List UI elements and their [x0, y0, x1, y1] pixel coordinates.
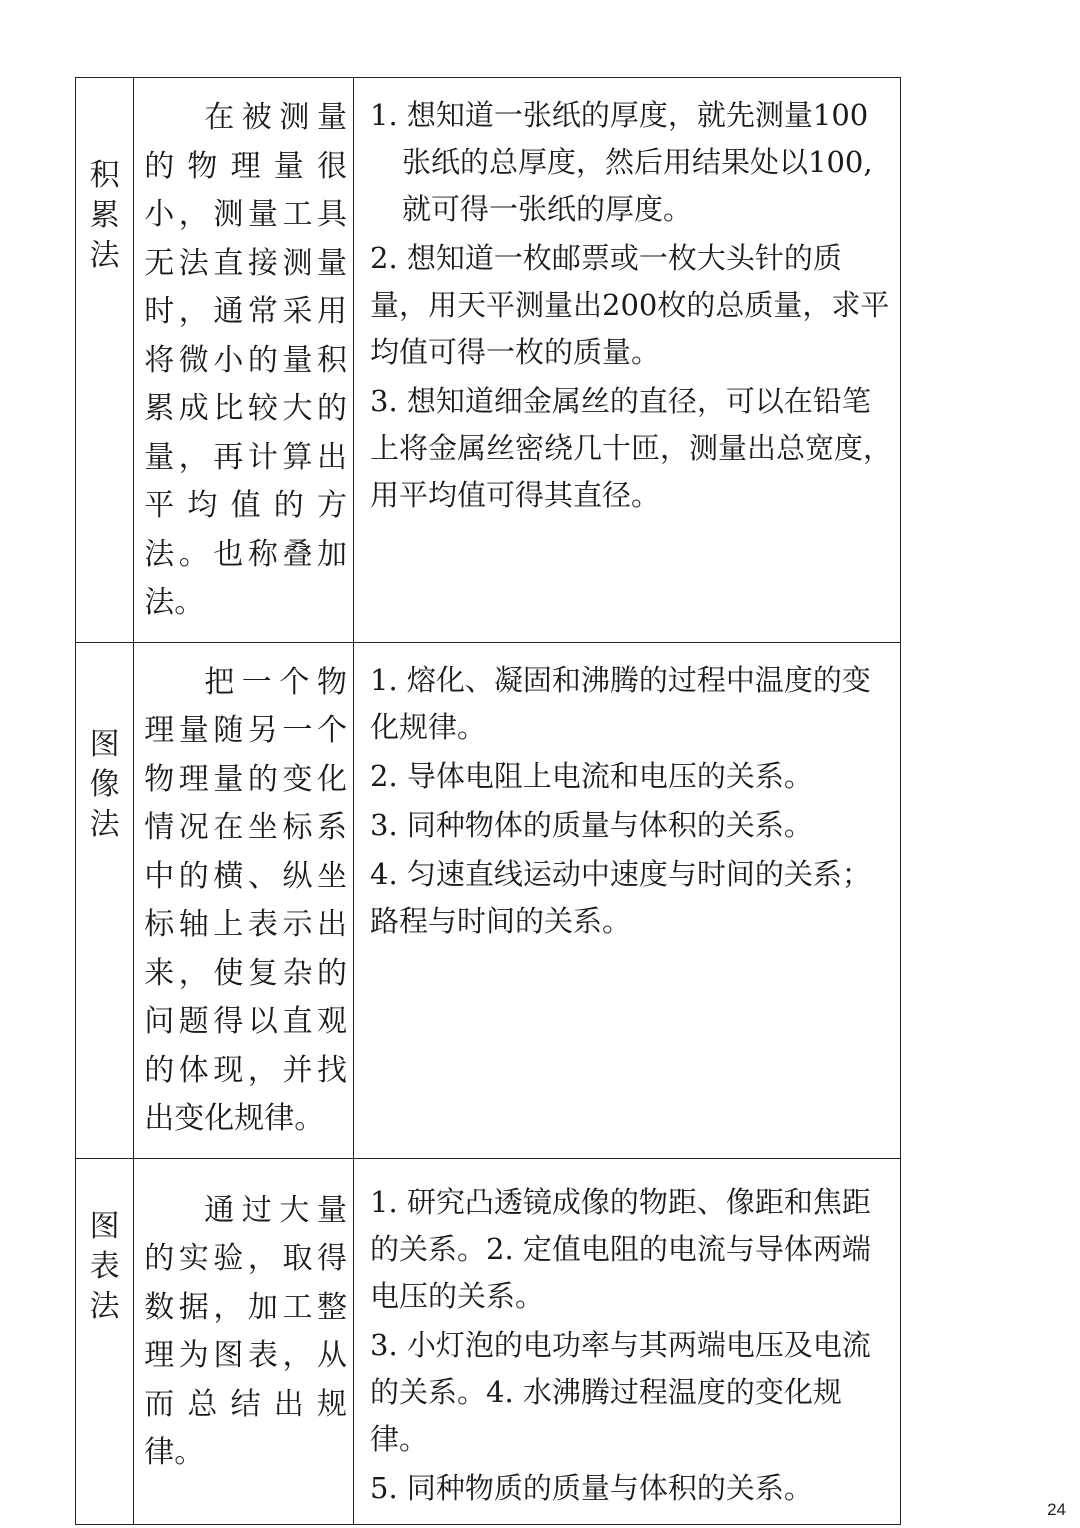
- examples-list: [354, 1159, 900, 1524]
- method-name-cell: [76, 1158, 134, 1524]
- example-item: 1. 熔化、凝固和沸腾的过程中温度的变化规律。: [370, 662, 871, 744]
- examples-list: [354, 643, 900, 957]
- example-item: 2. 想知道一枚邮票或一枚大头针的质量，用天平测量出200枚的总质量，求平均值可得一枚的质量。: [370, 241, 890, 369]
- methods-table: [75, 77, 901, 1525]
- method-description-cell: [134, 1158, 354, 1524]
- method-name: 图表法: [89, 1208, 120, 1324]
- page-number: 24: [1047, 1500, 1066, 1519]
- method-description: 把一个物理量随另一个物理量的变化情况在坐标系中的横、纵坐标轴上表示出来，使复杂的问题得以直观的体现，并找出变化规律。: [144, 664, 347, 1136]
- method-examples-cell: [354, 642, 901, 1158]
- method-description: 通过大量的实验，取得数据，加工整理为图表，从而总结出规律。: [144, 1192, 347, 1470]
- example-item: 5. 同种物质的质量与体积的关系。: [370, 1470, 813, 1505]
- example-item: 3. 同种物体的质量与体积的关系。: [370, 807, 813, 842]
- method-examples-cell: [354, 1158, 901, 1524]
- example-item: 2. 导体电阻上电流和电压的关系。: [370, 758, 813, 793]
- example-item: 3. 小灯泡的电功率与其两端电压及电流的关系。4. 水沸腾过程温度的变化规律。: [370, 1327, 871, 1456]
- table-row: [76, 78, 901, 643]
- table-row: [76, 1158, 901, 1524]
- method-description: 在被测量的物理量很小，测量工具无法直接测量时，通常采用将微小的量积累成比较大的量，再计算出平均值的方法。也称叠加法。: [144, 100, 347, 620]
- method-examples-cell: [354, 78, 901, 643]
- method-name: 积累法: [89, 158, 120, 273]
- example-item: 4. 匀速直线运动中速度与时间的关系；路程与时间的关系。: [370, 856, 871, 938]
- example-item: 1. 研究凸透镜成像的物距、像距和焦距的关系。2. 定值电阻的电流与导体两端电压的关系。: [370, 1184, 871, 1313]
- method-name-cell: [76, 642, 134, 1158]
- method-name: 图像法: [89, 726, 120, 842]
- example-item: 3. 想知道细金属丝的直径，可以在铅笔上将金属丝密绕几十匝，测量出总宽度，用平均值可得其直径。: [370, 384, 893, 512]
- example-item: 1. 想知道一张纸的厚度，就先测量100张纸的总厚度，然后用结果处以100,就可得一张纸的厚度。: [370, 98, 873, 226]
- examples-list: [354, 78, 900, 531]
- method-description-cell: [134, 78, 354, 643]
- table-row: [76, 642, 901, 1158]
- method-name-cell: [76, 78, 134, 643]
- method-description-cell: [134, 642, 354, 1158]
